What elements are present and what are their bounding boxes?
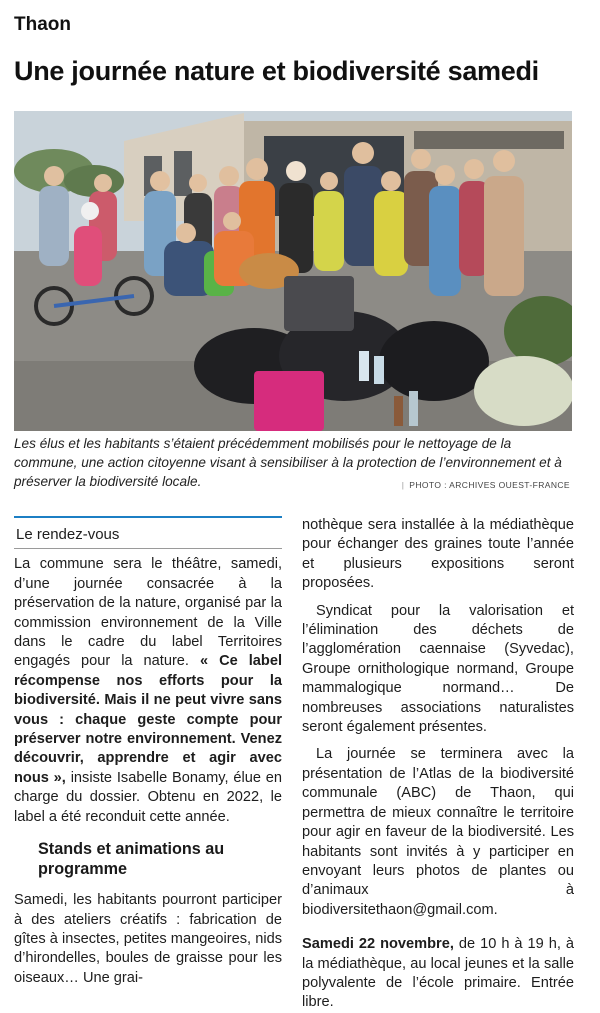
article-column-2 [302, 516, 574, 1013]
article-kicker: Thaon [14, 14, 71, 35]
credit-text: PHOTO : ARCHIVES OUEST-FRANCE [409, 480, 570, 490]
article-column-1 [14, 516, 282, 988]
section-rule-bottom [14, 548, 282, 549]
article-headline: Une journée nature et biodiversité samedi [14, 56, 539, 86]
paragraph-workshops: Samedi, les habitants pourront participer à des ateliers créatifs : fabrication de gîtes à insectes, petites mangeoires, nids d’hirondelles, boules de graisse pour les oiseaux… Une grai- [14, 892, 282, 986]
paragraph-associations: Syndicat pour la valorisation et l’élimination des déchets de l’agglomération caennaise (Syvedac), Groupe ornithologique normand, Groupe mammalogique normand… De nombreuses associations naturalistes seront également présentes. [302, 602, 574, 736]
event-details: de 10 h à 19 h, à la médiathèque, au local jeunes et la salle polyvalente de l’école primaire. Entrée libre. [302, 936, 575, 1011]
paragraph-intro-a: La commune sera le théâtre, samedi, d’une journée consacrée à la préservation de la nature, organisé par la commission environnement de la Ville dans le cadre du label Territoires engagés pour la nature. [14, 556, 282, 670]
paragraph-workshops-continued: nothèque sera installée à la médiathèque pour échanger des graines toute l’année et plusieurs expositions seront proposées. [302, 517, 574, 592]
event-date: Samedi 22 novembre, [302, 936, 454, 953]
article-photo [14, 111, 572, 431]
subheading: Stands et animations au programme [38, 840, 225, 879]
caption-text: Les élus et les habitants s’étaient précédemment mobilisés pour le nettoyage de la commune, une action citoyenne visant à sensibiliser à la protection de l’environnement et à préserver la biodiversité locale. [14, 436, 562, 489]
paragraph-intro [14, 555, 282, 827]
paragraph-intro-b: insiste Isabelle Bonamy, élue en charge du dossier. Obtenu en 2022, le label a été reconduit cette année. [14, 769, 282, 825]
photo-credit: | PHOTO : ARCHIVES OUEST-FRANCE [401, 480, 570, 490]
paragraph-atlas: La journée se terminera avec la présentation de l’Atlas de la biodiversité communale (ABC) de Thaon, qui permettra de mieux connaître le territoire pour agir en faveur de la biodiversité. Les habitants sont invités à y participer en envoyant leurs photos de plantes ou d’animaux à biodiversitethaon@gmail.com. [302, 746, 574, 918]
quote-text: « Ce label récompense nos efforts pour la biodiversité. Mais il ne peut vivre sans vous : chaque geste compte pour préserver notre environnement. Venez découvrir, apprendre et agir avec nous », [14, 653, 282, 786]
paragraph-practical [302, 935, 574, 1013]
photo-caption [14, 434, 570, 495]
section-title: Le rendez-vous [16, 526, 120, 543]
